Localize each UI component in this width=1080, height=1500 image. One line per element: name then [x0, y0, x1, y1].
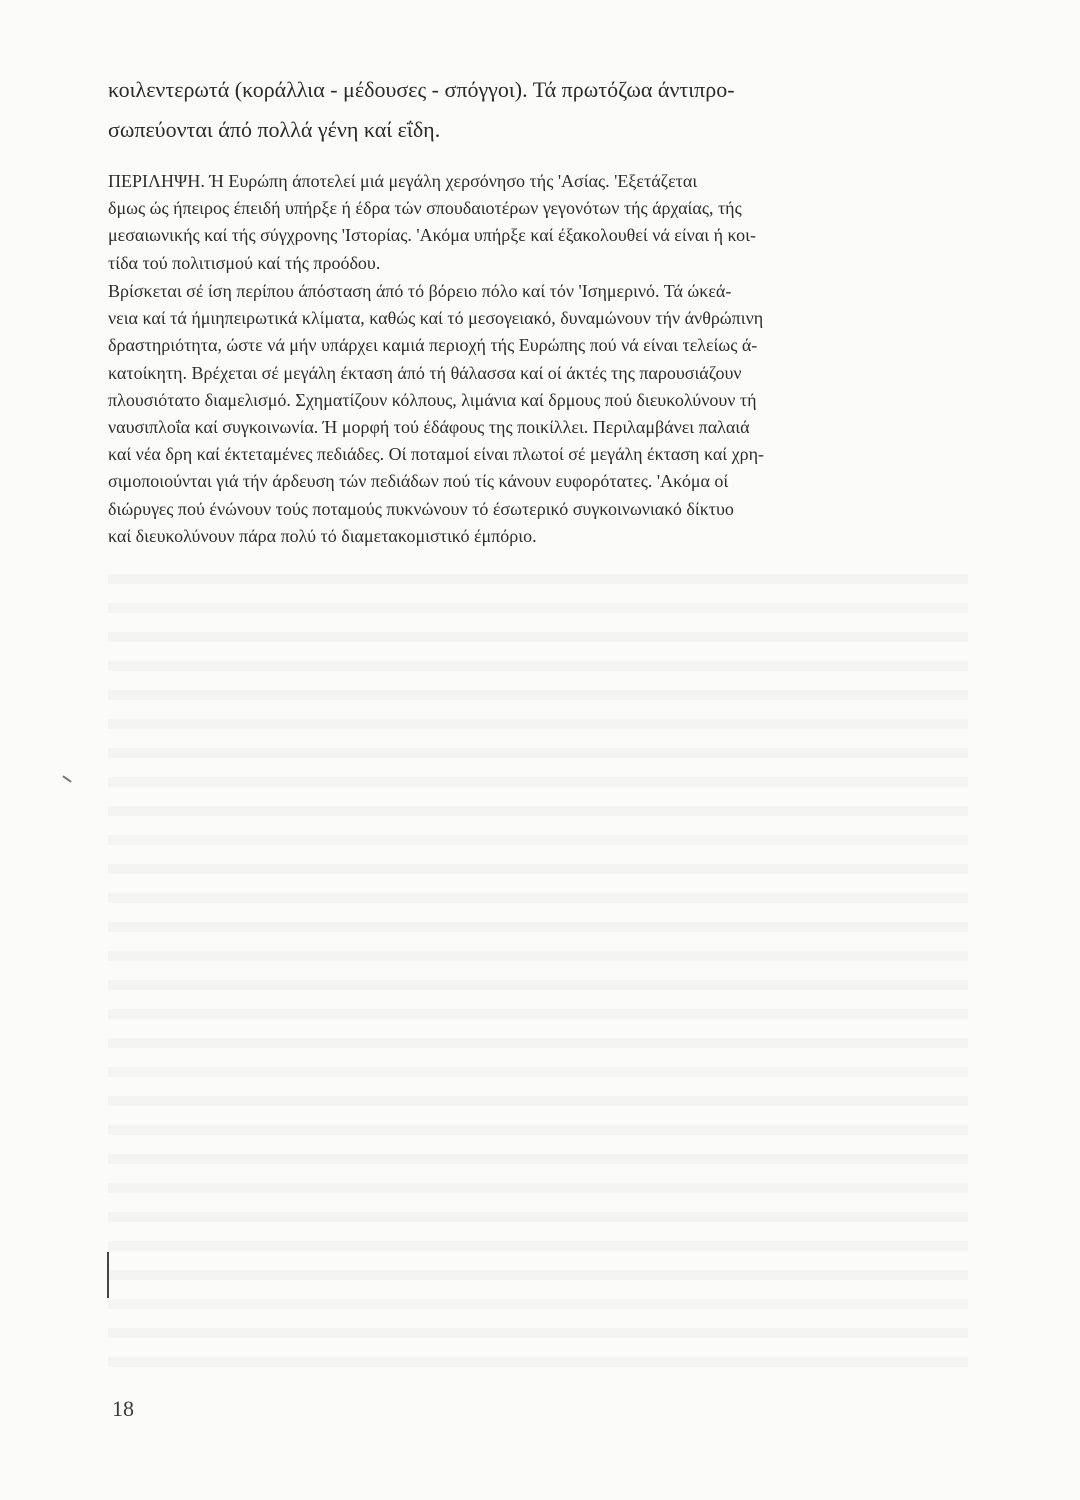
- text-line: τίδα τού πολιτισμού καί τής προόδου.: [108, 252, 381, 273]
- body-paragraph: [108, 278, 764, 550]
- text-line: δραστηριότητα, ώστε νά μήν υπάρχει καμιά περιοχή τής Ευρώπης πού νά είναι τελείως ά-: [108, 335, 758, 356]
- text-line: δμως ώς ήπειρος έπειδή υπήρξε ή έδρα τών σπουδαιοτέρων γεγονότων τής άρχαίας, τής: [108, 198, 742, 219]
- page-number: 18: [112, 1396, 134, 1421]
- text-line: μεσαιωνικής καί τής σύγχρονης 'Ιστορίας. 'Ακόμα υπήρξε καί έξακολουθεί νά είναι ή κοι-: [108, 225, 757, 246]
- text-line: Βρίσκεται σέ ίση περίπου άπόσταση άπό τό βόρειο πόλο καί τόν 'Ισημερινό. Τά ώκεά-: [108, 281, 732, 301]
- text-line: πλουσιότατο διαμελισμό. Σχηματίζουν κόλπους, λιμάνια καί δρμους πού διευκολύνουν τή: [108, 389, 757, 410]
- text-line: σωπεύονται άπό πολλά γένη καί εΐδη.: [108, 117, 441, 142]
- intro-paragraph: [108, 70, 956, 150]
- margin-mark: [107, 1252, 109, 1298]
- text-line: καί διευκολύνουν πάρα πολύ τό διαμετακομιστικό έμπόριο.: [108, 525, 537, 546]
- text-line: νεια καί τά ήμιηπειρωτικά κλίματα, καθώς καί τό μεσογειακό, δυναμώνουν τήν άνθρώπινη: [108, 308, 764, 329]
- bleed-through-text: [108, 560, 968, 1380]
- margin-speck: [62, 775, 71, 782]
- text-line: καί νέα δρη καί έκτεταμένες πεδιάδες. Οί ποταμοί είναι πλωτοί σέ μεγάλη έκταση καί χρη-: [108, 444, 765, 465]
- text-line: κοιλεντερωτά (κοράλλια - μέδουσες - σπόγγοι). Τά πρωτόζωα άντιπρο-: [108, 77, 735, 102]
- text-line: ΠΕΡΙΛΗΨΗ. Ή Ευρώπη άποτελεί μιά μεγάλη χερσόνησο τής 'Ασίας. 'Εξετάζεται: [108, 171, 698, 191]
- text-line: διώρυγες πού ένώνουν τούς ποταμούς πυκνώνουν τό έσωτερικό συγκοινωνιακό δίκτυο: [108, 498, 734, 519]
- text-line: σιμοποιούνται γιά τήν άρδευση τών πεδιάδων πού τίς κάνουν ευφορότατες. 'Ακόμα οί: [108, 471, 729, 492]
- summary-paragraph: [108, 168, 756, 277]
- text-line: κατοίκητη. Βρέχεται σέ μεγάλη έκταση άπό τή θάλασσα καί οί άκτές της παρουσιάζουν: [108, 362, 742, 383]
- text-line: ναυσιπλοΐα καί συγκοινωνία. Ή μορφή τού έδάφους της ποικίλλει. Περιλαμβάνει παλαιά: [108, 417, 750, 438]
